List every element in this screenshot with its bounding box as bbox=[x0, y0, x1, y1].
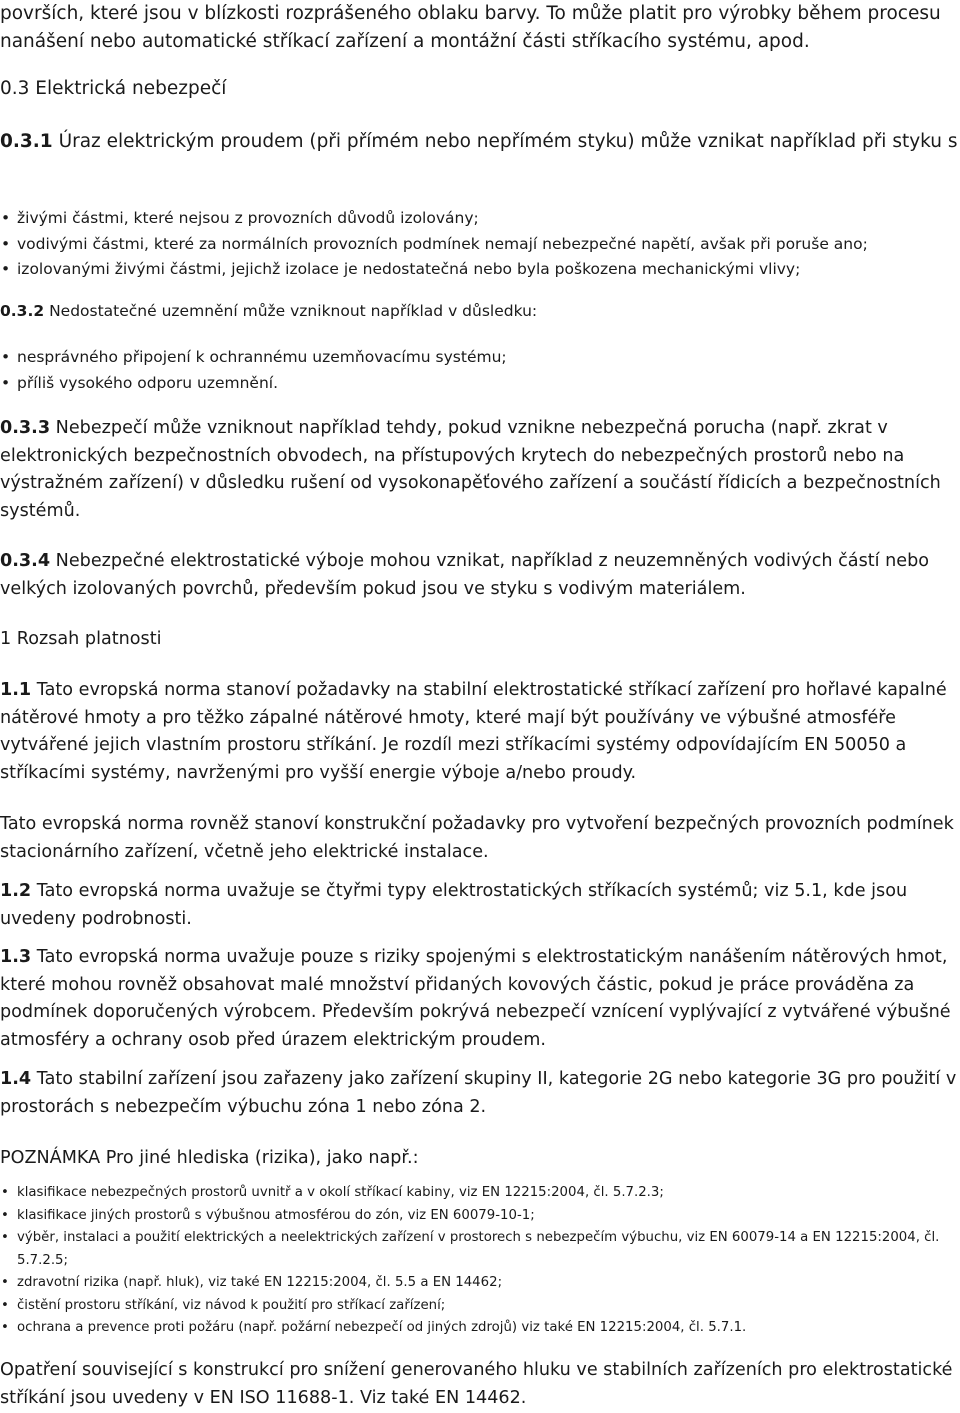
paragraph-0-3-4 bbox=[0, 548, 960, 603]
clause-text: Úraz elektrickým proudem (při přímém nebo nepřímém styku) může vznikat například při styku s bbox=[52, 131, 958, 152]
list-0-3-1 bbox=[0, 206, 960, 283]
list-item: • nesprávného připojení k ochrannému uzemňovacímu systému; bbox=[0, 345, 960, 371]
clause-text: Nebezpečné elektrostatické výboje mohou vznikat, například z neuzemněných vodivých částí nebo velkých izolovaných povrchů, především pokud jsou ve styku s vodivým materiálem. bbox=[0, 551, 930, 599]
list-item: • ochrana a prevence proti požáru (např. požární nebezpečí od jiných zdrojů) viz také EN 12215:2004, čl. 5.7.1. bbox=[0, 1317, 960, 1340]
list-item: • klasifikace nebezpečných prostorů uvnitř a v okolí stříkací kabiny, viz EN 12215:2004, čl. 5.7.2.3; bbox=[0, 1182, 960, 1205]
clause-number: 0.3.3 bbox=[0, 418, 51, 438]
clause-number: 0.3.1 bbox=[0, 131, 53, 152]
paragraph-1-4 bbox=[0, 1066, 960, 1121]
list-item: • živými částmi, které nejsou z provozních důvodů izolovány; bbox=[0, 206, 960, 232]
clause-number: 0.3.4 bbox=[0, 551, 51, 571]
clause-number: 1.2 bbox=[0, 881, 32, 901]
clause-text: Nedostatečné uzemnění může vzniknout například v důsledku: bbox=[44, 302, 538, 320]
clause-number: 0.3.2 bbox=[0, 302, 45, 320]
paragraph-1-3 bbox=[0, 944, 960, 1054]
paragraph-1-1 bbox=[0, 677, 960, 787]
intro-paragraph: površích, které jsou v blízkosti rozprášeného oblaku barvy. To může platit pro výrobky během procesu nanášení nebo automatické stříkací zařízení a montážní části stříkacího systému, apod. bbox=[0, 3, 941, 52]
clause-text: Tato evropská norma uvažuje se čtyřmi typy elektrostatických stříkacích systémů; viz 5.1, kde jsou uvedeny podrobnosti. bbox=[0, 881, 908, 929]
paragraph-0-3-3 bbox=[0, 415, 960, 525]
clause-text: Tato evropská norma stanoví požadavky na stabilní elektrostatické stříkací zařízení pro hořlavé kapalné nátěrové hmoty a pro těžko zápalné nátěrové hmoty, které mají být používány ve výbušné atmosféře vytvářené jejich vlastním prostoru stříkání. Je rozdíl mezi stříkacími systémy odpovídajícím EN 50050 a stříkacími systémy, navrženými pro vyšší energie výboje a/nebo proudy. bbox=[0, 680, 947, 783]
final-paragraph: Opatření související s konstrukcí pro snížení generovaného hluku ve stabilních zařízeních pro elektrostatické stříkání jsou uvedeny v EN ISO 11688-1. Viz také EN 14462. bbox=[0, 1360, 953, 1408]
list-0-3-2 bbox=[0, 345, 960, 396]
list-item: • výběr, instalaci a použití elektrických a neelektrických zařízení v prostorech s nebezpečím výbuchu, viz EN 60079-14 a EN 12215:2004, čl. 5.7.2.5; bbox=[0, 1227, 960, 1272]
paragraph-1-2 bbox=[0, 878, 960, 933]
clause-text: Tato evropská norma uvažuje pouze s riziky spojenými s elektrostatickým nanášením nátěrových hmot, které mohou rovněž obsahovat malé množství přidaných kovových částic, pokud je práce prováděna za podmínek doporučených výrobcem. Především pokrývá nebezpečí vznícení vyplývající z vytvářené výbušné atmosféry a ochrany osob před úrazem elektrickým proudem. bbox=[0, 947, 951, 1050]
section-heading-1: 1 Rozsah platnosti bbox=[0, 629, 162, 649]
clause-text: Tato stabilní zařízení jsou zařazeny jako zařízení skupiny II, kategorie 2G nebo kategorie 3G pro použití v prostorách s nebezpečím výbuchu zóna 1 nebo zóna 2. bbox=[0, 1069, 957, 1117]
list-item: • vodivými částmi, které za normálních provozních podmínek nemají nebezpečné napětí, avšak při poruše ano; bbox=[0, 232, 960, 258]
clause-number: 1.4 bbox=[0, 1069, 32, 1089]
paragraph-0-3-1 bbox=[0, 128, 960, 156]
section-heading-0-3: 0.3 Elektrická nebezpečí bbox=[0, 78, 227, 99]
note-heading: POZNÁMKA Pro jiné hlediska (rizika), jako např.: bbox=[0, 1148, 419, 1168]
list-item: • čistění prostoru stříkání, viz návod k použití pro stříkací zařízení; bbox=[0, 1295, 960, 1318]
list-item: • izolovanými živými částmi, jejichž izolace je nedostatečná nebo byla poškozena mechanickými vlivy; bbox=[0, 257, 960, 283]
paragraph-0-3-2 bbox=[0, 299, 960, 325]
clause-number: 1.1 bbox=[0, 680, 32, 700]
list-item: • zdravotní rizika (např. hluk), viz také EN 12215:2004, čl. 5.5 a EN 14462; bbox=[0, 1272, 960, 1295]
paragraph-1-1-continued: Tato evropská norma rovněž stanoví konstrukční požadavky pro vytvoření bezpečných provozních podmínek stacionárního zařízení, včetně jeho elektrické instalace. bbox=[0, 814, 954, 862]
note-list bbox=[0, 1182, 960, 1340]
clause-text: Nebezpečí může vzniknout například tehdy, pokud vznikne nebezpečná porucha (např. zkrat v elektronických bezpečnostních obvodech, na přístupových krytech do nebezpečných prostorů nebo na výstražném zařízení) v důsledku rušení od vysokonapěťového zařízení a součástí řídicích a bezpečnostních systémů. bbox=[0, 418, 941, 521]
list-item: • příliš vysokého odporu uzemnění. bbox=[0, 371, 960, 397]
clause-number: 1.3 bbox=[0, 947, 32, 967]
list-item: • klasifikace jiných prostorů s výbušnou atmosférou do zón, viz EN 60079-10-1; bbox=[0, 1205, 960, 1228]
